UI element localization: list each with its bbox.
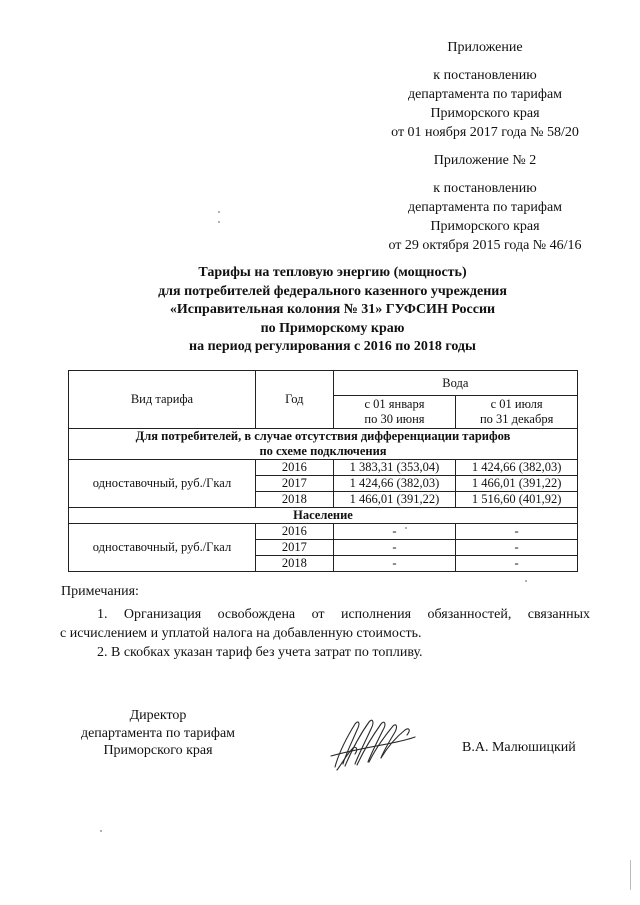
tariff-table xyxy=(68,370,578,572)
appendix-1-line: от 01 ноября 2017 года № 58/20 xyxy=(391,125,579,140)
scan-speck xyxy=(218,211,220,213)
appendix-2-title: Приложение № 2 xyxy=(433,153,537,168)
notes-block xyxy=(60,582,590,662)
section-consumers xyxy=(69,429,578,460)
header-period-1 xyxy=(333,396,456,429)
value-cell: - xyxy=(456,556,578,572)
header-period-2-to: по 31 декабря xyxy=(479,412,554,426)
scan-speck xyxy=(218,221,220,223)
table-row xyxy=(69,460,578,476)
signature-position-line: Директор xyxy=(129,708,187,723)
header-period-2-from: с 01 июля xyxy=(490,397,543,411)
value-cell: 1 424,66 (382,03) xyxy=(456,460,578,476)
document-title xyxy=(60,264,605,357)
signature-position-line: Приморского края xyxy=(103,743,213,758)
appendix-2-line: от 29 октября 2015 года № 46/16 xyxy=(388,238,582,253)
note-1-line-2: с исчислением и уплатой налога на добавленную стоимость. xyxy=(60,626,422,641)
appendix-1-line: Приморского края xyxy=(430,106,540,121)
header-tariff-type: Вид тарифа xyxy=(69,371,256,429)
appendix-2-line: к постановлению xyxy=(433,181,537,196)
year-cell: 2016 xyxy=(255,460,333,476)
tariff-type-cell: одноставочный, руб./Гкал xyxy=(69,460,256,508)
header-period-1-to: по 30 июня xyxy=(364,412,425,426)
note-1 xyxy=(60,605,590,643)
value-cell: 1 383,31 (353,04) xyxy=(333,460,456,476)
value-cell: - xyxy=(333,556,456,572)
section-consumers-line: по схеме подключения xyxy=(259,444,387,458)
year-cell: 2017 xyxy=(255,540,333,556)
year-cell: 2018 xyxy=(255,492,333,508)
scan-speck xyxy=(100,830,102,832)
value-cell: 1 466,01 (391,22) xyxy=(333,492,456,508)
year-cell: 2016 xyxy=(255,524,333,540)
value-cell: - xyxy=(456,524,578,540)
title-line: «Исправительная колония № 31» ГУФСИН России xyxy=(169,302,496,317)
section-row xyxy=(69,429,578,460)
value-cell: - xyxy=(333,540,456,556)
year-cell: 2017 xyxy=(255,476,333,492)
table-header-row xyxy=(69,371,578,396)
value-cell: - xyxy=(333,524,456,540)
header-year: Год xyxy=(255,371,333,429)
title-line: Тарифы на тепловую энергию (мощность) xyxy=(198,265,467,280)
year-cell: 2018 xyxy=(255,556,333,572)
tariff-type-cell: одноставочный, руб./Гкал xyxy=(69,524,256,572)
note-1-line-1: 1. Организация освобождена от исполнения обязанностей, связанных xyxy=(97,607,590,622)
value-cell: - xyxy=(456,540,578,556)
signer-name: В.А. Малюшицкий xyxy=(462,740,576,755)
scan-speck xyxy=(525,580,527,582)
signature-position-line: департамента по тарифам xyxy=(80,725,236,741)
header-water: Вода xyxy=(333,371,577,396)
handwritten-signature xyxy=(325,712,420,774)
value-cell: 1 424,66 (382,03) xyxy=(333,476,456,492)
appendix-1-line: к постановлению xyxy=(433,68,537,83)
title-line: по Приморскому краю xyxy=(260,320,405,336)
signature-position xyxy=(58,707,258,760)
section-consumers-line: Для потребителей, в случае отсутствия дифференциации тарифов xyxy=(135,429,511,443)
appendix-1-title: Приложение xyxy=(447,40,523,55)
appendix-1-line: департамента по тарифам xyxy=(407,87,563,102)
title-line: для потребителей федерального казенного учреждения xyxy=(158,283,507,299)
title-line: на период регулирования с 2016 по 2018 годы xyxy=(189,339,476,354)
appendix-2-line: департамента по тарифам xyxy=(407,200,563,215)
header-period-2 xyxy=(456,396,578,429)
header-period-1-from: с 01 января xyxy=(364,397,425,411)
appendix-1-header xyxy=(375,38,595,142)
table-row xyxy=(69,524,578,540)
notes-title: Примечания: xyxy=(61,584,139,599)
scan-edge xyxy=(630,860,631,890)
value-cell: 1 516,60 (401,92) xyxy=(456,492,578,508)
appendix-2-line: Приморского края xyxy=(430,219,540,234)
section-row xyxy=(69,508,578,524)
scan-speck xyxy=(405,527,407,529)
value-cell: 1 466,01 (391,22) xyxy=(456,476,578,492)
note-2: 2. В скобках указан тариф без учета затрат по топливу. xyxy=(97,645,423,660)
appendix-2-header xyxy=(370,151,600,255)
section-population: Население xyxy=(69,508,578,524)
